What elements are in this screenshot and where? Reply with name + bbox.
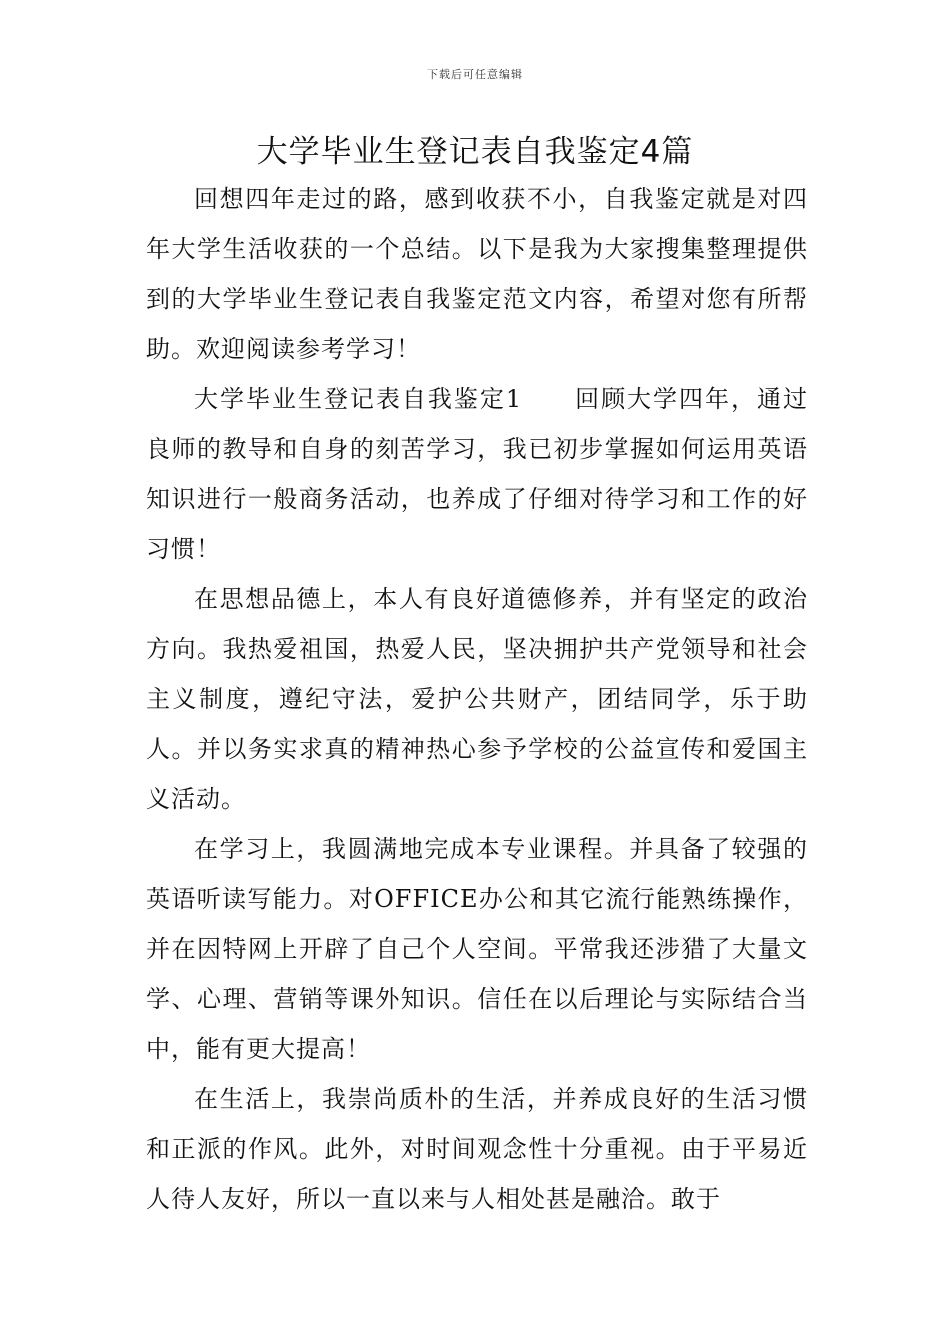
paragraph-life: 在生活上，我崇尚质朴的生活，并养成良好的生活习惯和正派的作风。此外，对时间观念性十分重视。由于平易近人待人友好，所以一直以来与人相处甚是融洽。敢于 (146, 1085, 808, 1213)
paragraph-review: 大学毕业生登记表自我鉴定1 回顾大学四年，通过良师的教导和自身的刻苦学习，我已初步掌握如何运用英语知识进行一般商务活动，也养成了仔细对待学习和工作的好习惯！ (146, 385, 808, 563)
paragraph-morality: 在思想品德上，本人有良好道德修养，并有坚定的政治方向。我热爱祖国，热爱人民，坚决拥护共产党领导和社会主义制度，遵纪守法，爱护公共财产，团结同学，乐于助人。并以务实求真的精神热心参予学校的公益宣传和爱国主义活动。 (146, 585, 808, 813)
document-body (146, 174, 808, 1224)
header-note: 下载后可任意编辑 (427, 68, 523, 81)
paragraph-study: 在学习上，我圆满地完成本专业课程。并具备了较强的英语听读写能力。对OFFICE办公和其它流行能熟练操作，并在因特网上开辟了自己个人空间。平常我还涉猎了大量文学、心理、营销等课外知识。信任在以后理论与实际结合当中，能有更大提高！ (146, 835, 808, 1063)
paragraph-intro: 回想四年走过的路，感到收获不小，自我鉴定就是对四年大学生活收获的一个总结。以下是我为大家搜集整理提供到的大学毕业生登记表自我鉴定范文内容，希望对您有所帮助。欢迎阅读参考学习！ (146, 185, 808, 363)
document-title: 大学毕业生登记表自我鉴定4篇 (256, 134, 694, 170)
